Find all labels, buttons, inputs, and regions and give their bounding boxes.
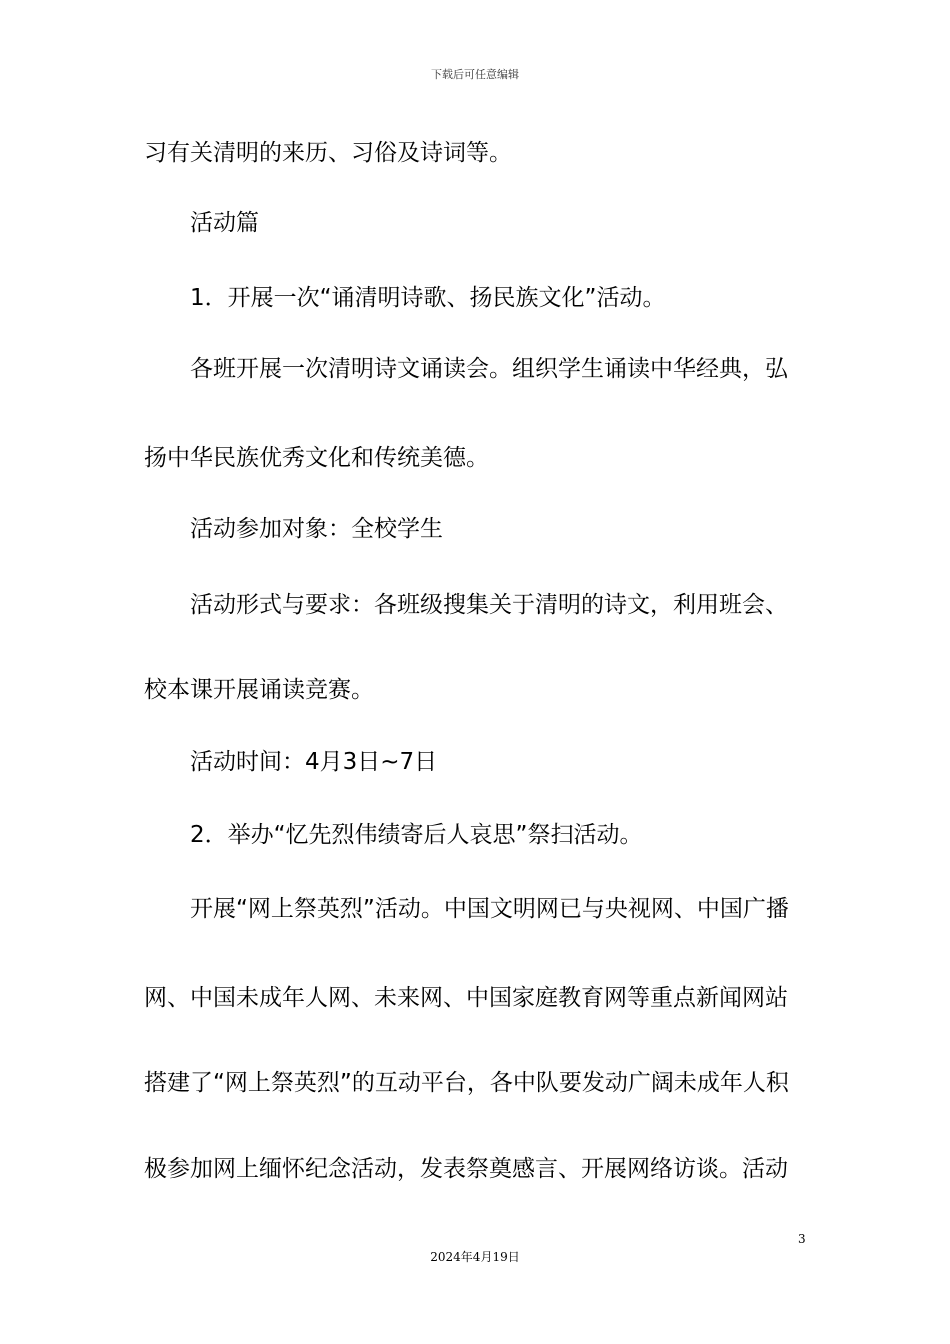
paragraph-line: 各班开展一次清明诗文诵读会。组织学生诵读中华经典，弘 xyxy=(190,356,788,382)
page-header: 下载后可任意编辑 xyxy=(431,68,519,81)
footer-date: 2024年4月19日 xyxy=(430,1250,520,1264)
page-number: 3 xyxy=(798,1232,806,1246)
paragraph-line: 活动参加对象：全校学生 xyxy=(190,516,443,542)
paragraph-line: 习有关清明的来历、习俗及诗词等。 xyxy=(144,140,512,166)
paragraph-line: 开展“网上祭英烈”活动。中国文明网已与央视网、中国广播 xyxy=(190,896,789,922)
paragraph-line: 活动形式与要求：各班级搜集关于清明的诗文，利用班会、 xyxy=(190,592,788,618)
paragraph-line: 活动时间：4月3日~7日 xyxy=(190,749,438,775)
paragraph-line: 搭建了“网上祭英烈”的互动平台，各中队要发动广阔未成年人积 xyxy=(144,1070,789,1096)
list-item-heading: 2．举办“忆先烈伟绩寄后人哀思”祭扫活动。 xyxy=(190,822,643,848)
list-item-heading: 1．开展一次“诵清明诗歌、扬民族文化”活动。 xyxy=(190,285,666,311)
paragraph-line: 网、中国未成年人网、未来网、中国家庭教育网等重点新闻网站 xyxy=(144,985,788,1011)
section-heading: 活动篇 xyxy=(190,210,259,236)
paragraph-line: 扬中华民族优秀文化和传统美德。 xyxy=(144,445,489,471)
paragraph-line: 极参加网上缅怀纪念活动，发表祭奠感言、开展网络访谈。活动 xyxy=(144,1156,788,1182)
paragraph-line: 校本课开展诵读竞赛。 xyxy=(144,677,374,703)
